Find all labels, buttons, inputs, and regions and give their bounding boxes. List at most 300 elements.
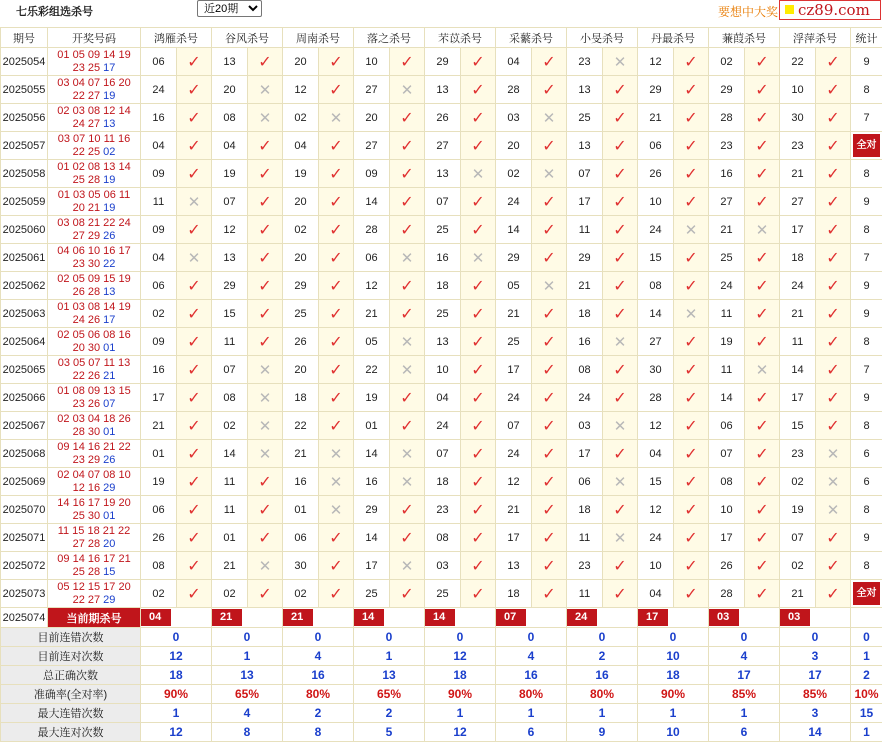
result-cell (177, 552, 212, 580)
kill-number: 07 (709, 440, 745, 468)
kill-number: 19 (780, 496, 816, 524)
result-cell (319, 440, 354, 468)
period-cell: 2025061 (1, 244, 48, 272)
result-cell (603, 580, 638, 608)
kill-number: 07 (780, 524, 816, 552)
cross-icon: ✕ (259, 82, 272, 99)
check-icon: ✓ (329, 166, 342, 183)
check-icon: ✓ (187, 54, 200, 71)
result-cell (745, 48, 780, 76)
column-header: 丹最杀号 (638, 28, 709, 48)
kill-number: 19 (141, 468, 177, 496)
summary-value: 13 (354, 666, 425, 685)
result-cell (390, 524, 425, 552)
check-icon: ✓ (684, 474, 697, 491)
kill-number: 23 (425, 496, 461, 524)
kill-number: 29 (709, 76, 745, 104)
kill-number: 03 (496, 104, 532, 132)
current-kill-cell (354, 608, 425, 628)
kill-number: 25 (709, 244, 745, 272)
draw-numbers-line1: 03 07 10 11 16 (48, 133, 140, 146)
column-header: 小旻杀号 (567, 28, 638, 48)
check-icon: ✓ (400, 502, 413, 519)
check-icon: ✓ (471, 54, 484, 71)
result-cell (177, 300, 212, 328)
current-kill-number: 17 (638, 609, 668, 626)
kill-number: 10 (709, 496, 745, 524)
draw-numbers-main: 25 28 (73, 174, 104, 186)
table-row (1, 356, 882, 384)
summary-label: 最大连对次数 (1, 723, 141, 742)
kill-number: 10 (425, 356, 461, 384)
result-cell (177, 244, 212, 272)
kill-number: 24 (425, 412, 461, 440)
kill-number: 06 (141, 496, 177, 524)
draw-numbers-cell (48, 328, 141, 356)
summary-row (1, 685, 882, 704)
draw-numbers-main: 24 26 (73, 314, 104, 326)
result-cell (674, 48, 709, 76)
kill-number: 04 (283, 132, 319, 160)
result-cell (532, 524, 567, 552)
draw-numbers-cell (48, 216, 141, 244)
check-icon: ✓ (187, 334, 200, 351)
summary-value: 0 (567, 628, 638, 647)
result-cell (745, 244, 780, 272)
result-cell (532, 580, 567, 608)
summary-value: 5 (354, 723, 425, 742)
check-icon: ✓ (542, 82, 555, 99)
kill-number: 24 (567, 384, 603, 412)
kill-number: 29 (354, 496, 390, 524)
result-cell (674, 580, 709, 608)
result-cell (603, 412, 638, 440)
kill-number: 06 (567, 468, 603, 496)
kill-number: 30 (283, 552, 319, 580)
check-icon: ✓ (684, 446, 697, 463)
result-cell (745, 552, 780, 580)
result-cell (461, 132, 496, 160)
cross-icon: ✕ (827, 446, 840, 463)
check-icon: ✓ (471, 334, 484, 351)
kill-number: 02 (283, 580, 319, 608)
check-icon: ✓ (471, 194, 484, 211)
result-cell (319, 356, 354, 384)
kill-number: 02 (780, 468, 816, 496)
result-cell (674, 104, 709, 132)
column-header: 期号 (1, 28, 48, 48)
check-icon: ✓ (187, 82, 200, 99)
kill-number: 02 (709, 48, 745, 76)
period-cell: 2025059 (1, 188, 48, 216)
check-icon: ✓ (755, 138, 768, 155)
result-cell (674, 356, 709, 384)
current-kill-label: 当前期杀号 (48, 608, 141, 628)
kill-number: 25 (567, 104, 603, 132)
result-cell (603, 328, 638, 356)
kill-number: 10 (638, 188, 674, 216)
kill-number: 09 (141, 328, 177, 356)
table-row (1, 76, 882, 104)
kill-number: 21 (496, 496, 532, 524)
draw-numbers-main: 12 16 (73, 482, 104, 494)
result-cell (319, 300, 354, 328)
draw-numbers-line2 (48, 342, 140, 355)
result-cell (461, 580, 496, 608)
check-icon: ✓ (542, 446, 555, 463)
check-icon: ✓ (826, 278, 839, 295)
cross-icon: ✕ (401, 362, 414, 379)
result-cell (816, 496, 851, 524)
kill-number: 10 (638, 552, 674, 580)
result-cell (248, 48, 283, 76)
summary-value: 1 (638, 704, 709, 723)
result-cell (248, 328, 283, 356)
check-icon: ✓ (542, 54, 555, 71)
marquee-text: 要想中大奖 (718, 3, 778, 20)
draw-numbers-cell (48, 132, 141, 160)
result-cell (745, 132, 780, 160)
table-row (1, 328, 882, 356)
table-row (1, 524, 882, 552)
summary-value: 4 (212, 704, 283, 723)
check-icon: ✓ (826, 530, 839, 547)
kill-number: 14 (354, 440, 390, 468)
check-icon: ✓ (329, 362, 342, 379)
kill-number: 16 (709, 160, 745, 188)
check-icon: ✓ (613, 278, 626, 295)
draw-numbers-line2 (48, 202, 140, 215)
result-cell (461, 244, 496, 272)
result-cell (461, 440, 496, 468)
draw-numbers-main: 22 26 (73, 370, 104, 382)
draw-numbers-line2 (48, 594, 140, 607)
draw-special-number: 29 (103, 594, 115, 606)
check-icon: ✓ (826, 334, 839, 351)
summary-label: 准确率(全对率) (1, 685, 141, 704)
summary-value: 14 (780, 723, 851, 742)
cross-icon: ✕ (543, 278, 556, 295)
kill-number: 02 (283, 216, 319, 244)
kill-number: 19 (709, 328, 745, 356)
kill-number: 21 (638, 104, 674, 132)
stat-cell: 8 (851, 216, 882, 244)
kill-number: 17 (780, 216, 816, 244)
cross-icon: ✕ (543, 166, 556, 183)
result-cell (248, 188, 283, 216)
kill-number: 10 (354, 48, 390, 76)
table-row (1, 552, 882, 580)
summary-value: 10% (851, 685, 882, 704)
check-icon: ✓ (258, 166, 271, 183)
check-icon: ✓ (329, 390, 342, 407)
stat-cell: 8 (851, 160, 882, 188)
column-header: 采蘩杀号 (496, 28, 567, 48)
summary-value: 13 (212, 666, 283, 685)
result-cell (177, 496, 212, 524)
check-icon: ✓ (826, 54, 839, 71)
check-icon: ✓ (613, 138, 626, 155)
result-cell (248, 300, 283, 328)
result-cell (248, 356, 283, 384)
kill-number: 11 (212, 496, 248, 524)
result-cell (319, 104, 354, 132)
kill-number: 18 (496, 580, 532, 608)
draw-special-number: 20 (103, 538, 115, 550)
check-icon: ✓ (542, 474, 555, 491)
check-icon: ✓ (187, 530, 200, 547)
result-cell (319, 412, 354, 440)
period-cell: 2025062 (1, 272, 48, 300)
stat-cell: 8 (851, 412, 882, 440)
check-icon: ✓ (755, 278, 768, 295)
draw-numbers-line2 (48, 90, 140, 103)
result-cell (177, 580, 212, 608)
kill-number: 20 (212, 76, 248, 104)
result-cell (532, 132, 567, 160)
draw-numbers-line1: 02 04 07 08 10 (48, 469, 140, 482)
result-cell (248, 160, 283, 188)
current-kill-cell (780, 608, 851, 628)
check-icon: ✓ (684, 530, 697, 547)
kill-number: 08 (141, 552, 177, 580)
check-icon: ✓ (826, 362, 839, 379)
summary-label: 目前连对次数 (1, 647, 141, 666)
result-cell (603, 524, 638, 552)
kill-number: 25 (425, 580, 461, 608)
result-cell (816, 272, 851, 300)
draw-numbers-line2 (48, 62, 140, 75)
draw-numbers-line2 (48, 370, 140, 383)
check-icon: ✓ (471, 82, 484, 99)
cross-icon: ✕ (330, 474, 343, 491)
kill-number: 23 (780, 132, 816, 160)
check-icon: ✓ (329, 306, 342, 323)
draw-numbers-cell (48, 580, 141, 608)
kill-number: 14 (780, 356, 816, 384)
result-cell (532, 384, 567, 412)
kill-number: 04 (212, 132, 248, 160)
result-cell (319, 244, 354, 272)
summary-value: 1 (709, 704, 780, 723)
result-cell (603, 272, 638, 300)
draw-numbers-cell (48, 104, 141, 132)
kill-number: 24 (496, 188, 532, 216)
check-icon: ✓ (684, 194, 697, 211)
summary-value: 18 (638, 666, 709, 685)
current-kill-number: 07 (496, 609, 526, 626)
summary-value: 2 (283, 704, 354, 723)
summary-value: 80% (567, 685, 638, 704)
cross-icon: ✕ (330, 110, 343, 127)
result-cell (816, 300, 851, 328)
table-row (1, 48, 882, 76)
cross-icon: ✕ (827, 502, 840, 519)
cross-icon: ✕ (756, 222, 769, 239)
check-icon: ✓ (542, 334, 555, 351)
result-cell (319, 48, 354, 76)
draw-numbers-line2 (48, 314, 140, 327)
result-cell (674, 552, 709, 580)
result-cell (248, 524, 283, 552)
result-cell (603, 468, 638, 496)
result-cell (674, 300, 709, 328)
period-cell: 2025073 (1, 580, 48, 608)
draw-numbers-cell (48, 552, 141, 580)
result-cell (674, 76, 709, 104)
kill-number: 20 (354, 104, 390, 132)
kill-number: 20 (496, 132, 532, 160)
result-cell (390, 384, 425, 412)
stat-cell: 8 (851, 328, 882, 356)
result-cell (319, 524, 354, 552)
kill-number: 11 (212, 468, 248, 496)
result-cell (532, 440, 567, 468)
draw-special-number: 15 (103, 566, 115, 578)
check-icon: ✓ (826, 418, 839, 435)
check-icon: ✓ (329, 250, 342, 267)
result-cell (248, 468, 283, 496)
site-logo[interactable] (779, 0, 881, 20)
current-kill-cell (212, 608, 283, 628)
stat-cell: 9 (851, 188, 882, 216)
kill-number: 17 (141, 384, 177, 412)
summary-value: 18 (141, 666, 212, 685)
result-cell (603, 216, 638, 244)
summary-value: 10 (638, 723, 709, 742)
result-cell (461, 188, 496, 216)
check-icon: ✓ (613, 82, 626, 99)
kill-number: 24 (709, 272, 745, 300)
period-select[interactable] (197, 0, 262, 17)
result-cell (674, 160, 709, 188)
kill-number: 15 (212, 300, 248, 328)
check-icon: ✓ (542, 418, 555, 435)
result-cell (674, 216, 709, 244)
column-header: 浮萍杀号 (780, 28, 851, 48)
stat-cell: 7 (851, 244, 882, 272)
result-cell (390, 132, 425, 160)
check-icon: ✓ (755, 586, 768, 603)
draw-numbers-cell (48, 496, 141, 524)
draw-special-number: 13 (103, 286, 115, 298)
summary-value: 16 (496, 666, 567, 685)
kill-number: 09 (141, 216, 177, 244)
check-icon: ✓ (826, 194, 839, 211)
check-icon: ✓ (826, 222, 839, 239)
result-cell (319, 496, 354, 524)
current-kill-cell (638, 608, 709, 628)
result-cell (674, 188, 709, 216)
result-cell (532, 244, 567, 272)
check-icon: ✓ (755, 306, 768, 323)
summary-value: 1 (496, 704, 567, 723)
kill-number: 12 (638, 496, 674, 524)
kill-number: 23 (567, 48, 603, 76)
result-cell (532, 412, 567, 440)
check-icon: ✓ (471, 306, 484, 323)
result-cell (461, 552, 496, 580)
cross-icon: ✕ (685, 222, 698, 239)
kill-number: 16 (141, 104, 177, 132)
result-cell (248, 384, 283, 412)
current-kill-number: 03 (780, 609, 810, 626)
kill-number: 08 (638, 272, 674, 300)
summary-value: 17 (709, 666, 780, 685)
summary-value: 2 (851, 666, 882, 685)
result-cell (532, 468, 567, 496)
draw-numbers-cell (48, 356, 141, 384)
kill-number: 17 (567, 188, 603, 216)
check-icon: ✓ (258, 306, 271, 323)
check-icon: ✓ (258, 334, 271, 351)
check-icon: ✓ (684, 54, 697, 71)
table-row (1, 216, 882, 244)
kill-number: 18 (780, 244, 816, 272)
draw-numbers-line1: 01 02 08 13 14 (48, 161, 140, 174)
table-row (1, 104, 882, 132)
summary-value: 90% (425, 685, 496, 704)
current-kill-number: 21 (212, 609, 242, 626)
check-icon: ✓ (187, 502, 200, 519)
kill-number: 20 (283, 244, 319, 272)
result-cell (461, 272, 496, 300)
kill-number: 02 (141, 300, 177, 328)
result-cell (816, 48, 851, 76)
check-icon: ✓ (684, 558, 697, 575)
period-cell: 2025067 (1, 412, 48, 440)
stat-cell (851, 608, 882, 628)
check-icon: ✓ (471, 222, 484, 239)
result-cell (177, 160, 212, 188)
kill-number: 21 (780, 160, 816, 188)
current-kill-cell (141, 608, 212, 628)
summary-value: 6 (709, 723, 780, 742)
result-cell (674, 524, 709, 552)
kill-number: 13 (425, 76, 461, 104)
result-cell (390, 160, 425, 188)
kill-number: 06 (141, 272, 177, 300)
result-cell (816, 104, 851, 132)
result-cell (816, 160, 851, 188)
check-icon: ✓ (755, 250, 768, 267)
draw-numbers-line2 (48, 566, 140, 579)
check-icon: ✓ (542, 362, 555, 379)
draw-numbers-line1: 03 04 07 16 20 (48, 77, 140, 90)
result-cell (745, 160, 780, 188)
kill-number: 12 (638, 412, 674, 440)
check-icon: ✓ (400, 166, 413, 183)
check-icon: ✓ (471, 362, 484, 379)
result-cell (532, 328, 567, 356)
check-icon: ✓ (471, 474, 484, 491)
summary-value: 8 (212, 723, 283, 742)
kill-number: 24 (496, 440, 532, 468)
cross-icon: ✕ (401, 446, 414, 463)
result-cell (532, 216, 567, 244)
result-cell (319, 384, 354, 412)
check-icon: ✓ (542, 306, 555, 323)
kill-number: 02 (212, 412, 248, 440)
kill-number: 19 (354, 384, 390, 412)
check-icon: ✓ (826, 586, 839, 603)
current-kill-number: 03 (709, 609, 739, 626)
current-kill-number: 14 (354, 609, 384, 626)
kill-number: 13 (212, 244, 248, 272)
result-cell (532, 188, 567, 216)
result-cell (248, 272, 283, 300)
check-icon: ✓ (471, 390, 484, 407)
